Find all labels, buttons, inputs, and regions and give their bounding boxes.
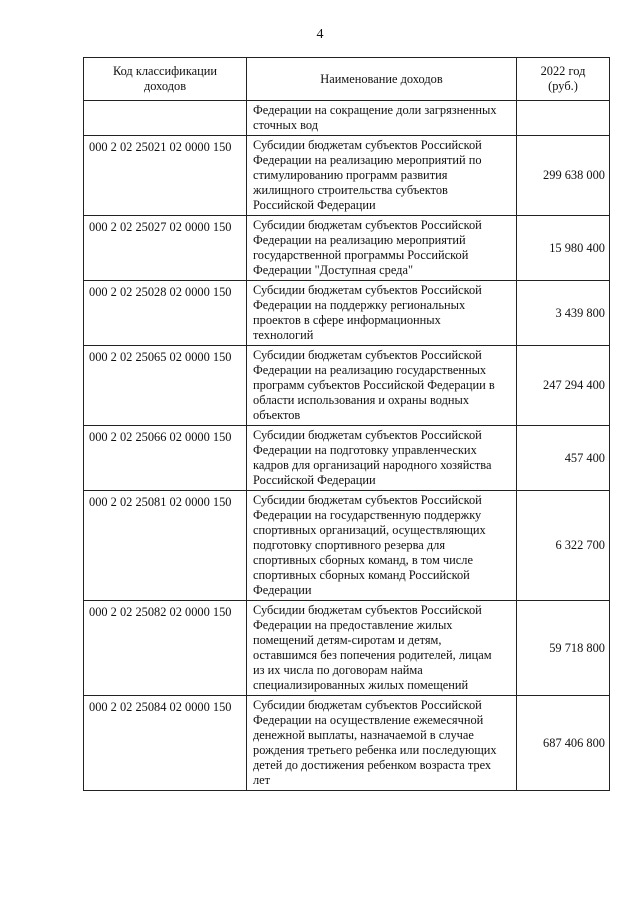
header-name: Наименование доходов: [247, 58, 517, 101]
income-name-line: Субсидии бюджетам субъектов Российской: [253, 428, 482, 442]
income-code-cell: 000 2 02 25065 02 0000 150: [84, 346, 247, 426]
table-row: [84, 426, 610, 491]
income-name-line: программ субъектов Российской Федерации в: [253, 378, 495, 392]
table-row: [84, 491, 610, 601]
income-code-cell: 000 2 02 25066 02 0000 150: [84, 426, 247, 491]
table-row: [84, 136, 610, 216]
income-name-line: Субсидии бюджетам субъектов Российской: [253, 218, 482, 232]
income-name-line: Федерации: [253, 583, 312, 597]
amount-cell: 6 322 700: [517, 491, 610, 601]
income-code-cell: 000 2 02 25028 02 0000 150: [84, 281, 247, 346]
income-name-line: Федерации на поддержку региональных: [253, 298, 466, 312]
income-name-line: оставшимся без попечения родителей, лицам: [253, 648, 492, 662]
amount-cell: 299 638 000: [517, 136, 610, 216]
income-name-line: государственной программы Российской: [253, 248, 469, 262]
income-name-line: Федерации на сокращение доли загрязненных: [253, 103, 497, 117]
income-code-cell: [84, 101, 247, 136]
income-name-line: детей до достижения ребенком возраста трех: [253, 758, 492, 772]
amount-cell: 457 400: [517, 426, 610, 491]
income-name-line: кадров для организаций народного хозяйства: [253, 458, 492, 472]
table-row: [84, 696, 610, 791]
page-number: 4: [316, 27, 324, 42]
income-name-line: Федерации на реализацию мероприятий по: [253, 153, 482, 167]
income-name-line: Федерации на предоставление жилых: [253, 618, 453, 632]
income-name-line: помещений детям-сиротам и детям,: [253, 633, 442, 647]
income-name-line: Федерации на подготовку управленческих: [253, 443, 477, 457]
income-name-line: спортивных организаций, осуществляющих: [253, 523, 486, 537]
income-name-line: рождения третьего ребенка или последующих: [253, 743, 497, 757]
income-name-line: Российской Федерации: [253, 198, 376, 212]
table-row: [84, 101, 610, 136]
header-amount: [517, 58, 610, 101]
income-code-cell: 000 2 02 25021 02 0000 150: [84, 136, 247, 216]
income-name-line: технологий: [253, 328, 314, 342]
header-code-line: доходов: [143, 79, 187, 93]
income-name-line: Субсидии бюджетам субъектов Российской: [253, 138, 482, 152]
table-row: [84, 346, 610, 426]
income-code-cell: 000 2 02 25027 02 0000 150: [84, 216, 247, 281]
amount-cell: 247 294 400: [517, 346, 610, 426]
income-name-line: проектов в сфере информационных: [253, 313, 441, 327]
table-header-row: [84, 58, 610, 101]
income-name-line: стимулированию программ развития: [253, 168, 448, 182]
income-name-line: подготовку спортивного резерва для: [253, 538, 446, 552]
income-name-line: Субсидии бюджетам субъектов Российской: [253, 603, 482, 617]
income-name-cell: [247, 491, 517, 601]
amount-cell: 687 406 800: [517, 696, 610, 791]
header-amount-line: (руб.): [548, 79, 578, 93]
income-name-line: из их числа по договорам найма: [253, 663, 423, 677]
table-row: [84, 281, 610, 346]
income-name-line: Российской Федерации: [253, 473, 376, 487]
income-name-line: Субсидии бюджетам субъектов Российской: [253, 283, 482, 297]
income-name-line: Федерации "Доступная среда": [253, 263, 414, 277]
income-name-line: специализированных жилых помещений: [253, 678, 469, 692]
income-code-cell: 000 2 02 25084 02 0000 150: [84, 696, 247, 791]
income-name-line: спортивных сборных команд, в том числе: [253, 553, 473, 567]
header-code: [84, 58, 247, 101]
income-name-cell: [247, 101, 517, 136]
income-code-cell: 000 2 02 25081 02 0000 150: [84, 491, 247, 601]
income-name-cell: [247, 696, 517, 791]
income-name-line: спортивных сборных команд Российской: [253, 568, 470, 582]
income-code-cell: 000 2 02 25082 02 0000 150: [84, 601, 247, 696]
income-name-cell: [247, 216, 517, 281]
table-row: [84, 601, 610, 696]
income-name-line: Федерации на осуществление ежемесячной: [253, 713, 484, 727]
income-name-line: Субсидии бюджетам субъектов Российской: [253, 493, 482, 507]
income-name-line: Федерации на реализацию мероприятий: [253, 233, 466, 247]
income-name-cell: [247, 281, 517, 346]
header-amount-line: 2022 год: [540, 64, 586, 78]
income-name-cell: [247, 426, 517, 491]
amount-cell: [517, 101, 610, 136]
income-name-cell: [247, 136, 517, 216]
income-name-line: лет: [253, 773, 271, 787]
amount-cell: 3 439 800: [517, 281, 610, 346]
income-name-line: денежной выплаты, назначаемой в случае: [253, 728, 474, 742]
income-name-line: сточных вод: [253, 118, 319, 132]
income-name-line: объектов: [253, 408, 301, 422]
table-body: [84, 101, 610, 791]
income-name-cell: [247, 346, 517, 426]
table-row: [84, 216, 610, 281]
income-table: [83, 57, 610, 791]
income-name-line: Субсидии бюджетам субъектов Российской: [253, 698, 482, 712]
header-code-line: Код классификации: [112, 64, 218, 78]
income-name-line: Федерации на реализацию государственных: [253, 363, 487, 377]
amount-cell: 59 718 800: [517, 601, 610, 696]
income-name-line: Субсидии бюджетам субъектов Российской: [253, 348, 482, 362]
income-name-line: жилищного строительства субъектов: [253, 183, 448, 197]
income-name-line: области использования и охраны водных: [253, 393, 470, 407]
amount-cell: 15 980 400: [517, 216, 610, 281]
income-name-cell: [247, 601, 517, 696]
income-name-line: Федерации на государственную поддержку: [253, 508, 482, 522]
